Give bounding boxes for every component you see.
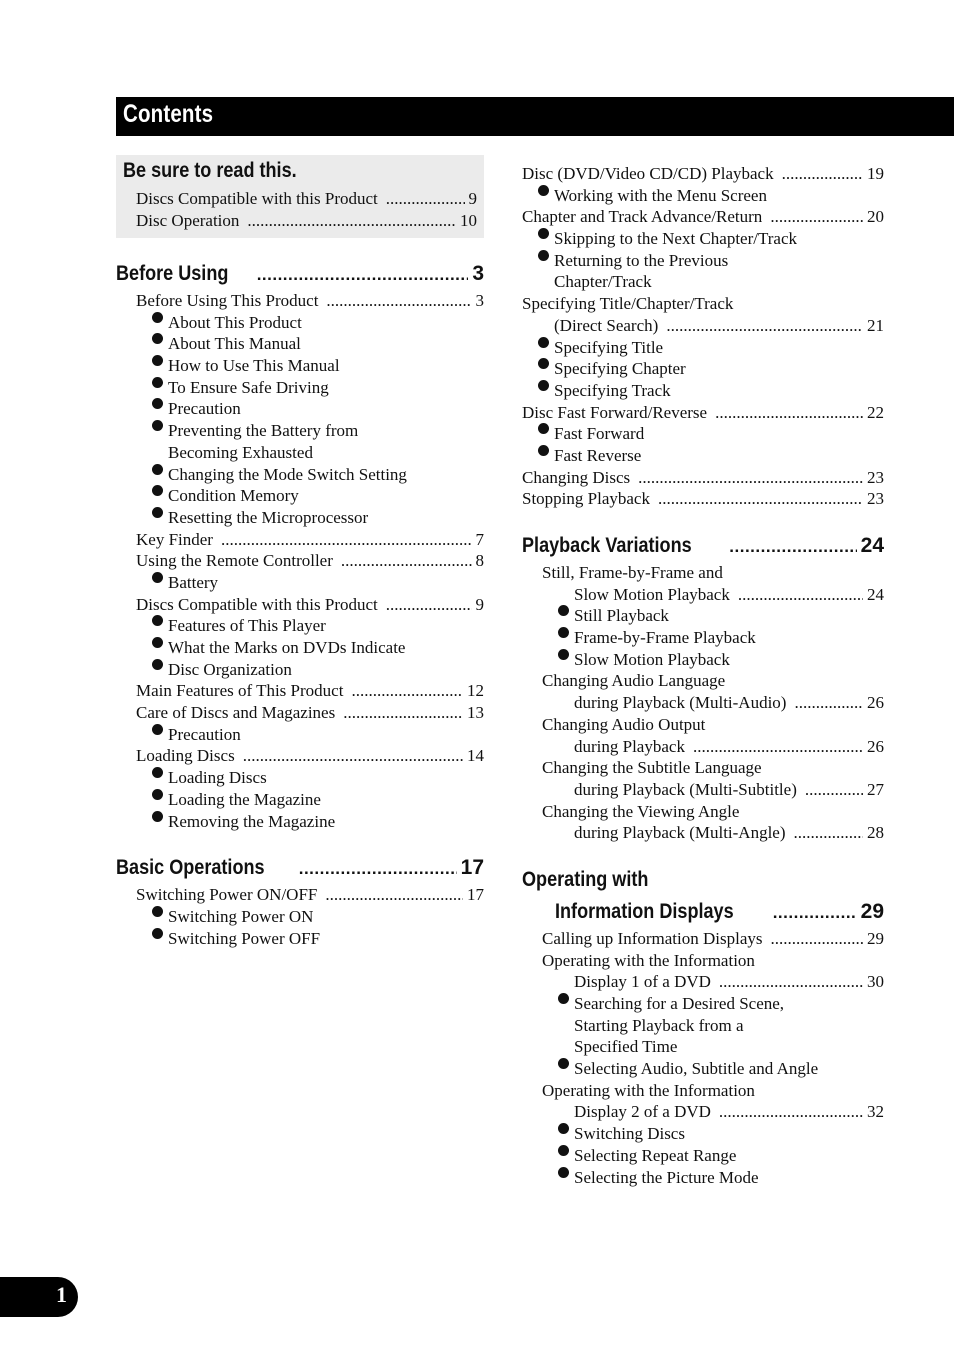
toc-entry[interactable]: [116, 572, 484, 594]
toc-entry-label: Main Features of This Product: [136, 681, 344, 701]
toc-entry-label: Chapter and Track Advance/Return: [522, 207, 763, 227]
toc-entry-label: Specified Time: [574, 1037, 678, 1057]
bullet-icon: [152, 724, 163, 735]
toc-entry[interactable]: [522, 670, 884, 692]
leader-dots: [299, 853, 457, 885]
toc-entry-label: Selecting the Picture Mode: [574, 1167, 759, 1187]
toc-entry-label: Loading the Magazine: [168, 789, 321, 809]
bullet-icon: [558, 1167, 569, 1178]
toc-entry-label: Discs Compatible with this Product: [136, 189, 378, 208]
toc-entry-label: Resetting the Microprocessor: [168, 507, 369, 527]
right-sections: [522, 510, 884, 1188]
toc-entry-label: Stopping Playback: [522, 489, 650, 509]
toc-entry-label: Chapter/Track: [554, 272, 652, 292]
toc-entry-label: Changing Discs: [522, 467, 631, 487]
section-heading[interactable]: [116, 852, 484, 884]
toc-entry-page: 7: [475, 529, 484, 549]
toc-entry-label: Features of This Player: [168, 616, 326, 636]
toc-entry[interactable]: [522, 736, 884, 758]
be-sure-box: [116, 155, 484, 238]
toc-entry[interactable]: [116, 906, 484, 928]
leader-dots: [343, 702, 463, 724]
toc-entry[interactable]: [116, 767, 484, 789]
bullet-icon: [538, 337, 549, 348]
bullet-icon: [152, 398, 163, 409]
leader-dots: [719, 971, 863, 993]
toc-entry-label: Battery: [168, 572, 219, 592]
toc-entry-label: Switching Discs: [574, 1124, 685, 1144]
right-column: [522, 163, 884, 1188]
toc-entry-label: Becoming Exhausted: [168, 442, 313, 462]
bullet-icon: [152, 767, 163, 778]
bullet-icon: [152, 377, 163, 388]
toc-entry[interactable]: [522, 822, 884, 844]
section-title-line1: Operating with: [522, 867, 649, 891]
toc-entry[interactable]: [522, 271, 884, 293]
toc-entry-label: Still, Frame-by-Frame and: [542, 563, 723, 582]
section-heading[interactable]: [522, 530, 884, 562]
toc-entry-label: Changing Audio Output: [542, 714, 706, 734]
leader-dots: [794, 822, 863, 844]
toc-entry-page: 23: [867, 489, 884, 509]
toc-entry[interactable]: [522, 423, 884, 445]
toc-entry-page: 22: [867, 402, 884, 422]
leader-dots: [719, 1101, 863, 1123]
leader-dots: [221, 529, 472, 551]
bullet-icon: [152, 355, 163, 366]
leader-dots: [326, 290, 471, 312]
toc-entry-label: Frame-by-Frame Playback: [574, 628, 756, 648]
toc-entry-label: Selecting Audio, Subtitle and Angle: [574, 1059, 819, 1079]
toc-entry[interactable]: [522, 649, 884, 671]
section-title: Basic Operations: [116, 856, 265, 880]
toc-entry-page: 12: [467, 681, 484, 701]
bullet-icon: [538, 445, 549, 456]
leader-dots: [805, 779, 863, 801]
section-entries: [522, 928, 884, 1188]
leader-dots: [325, 884, 463, 906]
toc-entry-label: Changing Audio Language: [542, 671, 726, 691]
toc-entry[interactable]: [522, 801, 884, 823]
toc-entry-label: Condition Memory: [168, 486, 299, 506]
toc-entry-page: 10: [460, 210, 477, 230]
bullet-icon: [538, 423, 549, 434]
leader-dots: [794, 692, 863, 714]
toc-entry-page: 30: [867, 972, 884, 992]
leader-dots: [715, 402, 863, 424]
toc-entry-page: 28: [867, 823, 884, 843]
bullet-icon: [152, 906, 163, 917]
toc-entry-label: Working with the Menu Screen: [554, 185, 767, 205]
toc-entry[interactable]: [522, 928, 884, 950]
toc-entry-page: 20: [867, 207, 884, 227]
toc-entry[interactable]: [522, 445, 884, 467]
leader-dots: [638, 467, 863, 489]
toc-entry[interactable]: [522, 692, 884, 714]
toc-entry[interactable]: [116, 702, 484, 724]
toc-entry-label: Using the Remote Controller: [136, 551, 333, 571]
toc-entry-label: Loading Discs: [136, 746, 235, 766]
section-entries: [116, 884, 484, 949]
toc-entry-label: during Playback (Multi-Audio): [574, 693, 787, 713]
section-title: Playback Variations: [522, 534, 692, 557]
leader-dots: [247, 210, 456, 232]
toc-entry[interactable]: [116, 485, 484, 507]
toc-entry-label: Operating with the Information: [542, 1080, 755, 1100]
bullet-icon: [538, 250, 549, 261]
bullet-icon: [152, 572, 163, 583]
toc-entry-label: Calling up Information Displays: [542, 928, 763, 948]
toc-entry[interactable]: [116, 928, 484, 950]
toc-entry-label: Precaution: [168, 724, 241, 744]
toc-entry[interactable]: [136, 210, 477, 232]
toc-entry[interactable]: [136, 188, 477, 210]
toc-entry-page: 19: [867, 164, 884, 183]
leader-dots: [771, 928, 863, 950]
page-number: 1: [56, 1282, 67, 1307]
toc-entry-label: Disc Fast Forward/Reverse: [522, 402, 708, 422]
bullet-icon: [558, 1123, 569, 1134]
bullet-icon: [558, 1058, 569, 1069]
toc-entry[interactable]: [522, 402, 884, 424]
toc-entry[interactable]: [522, 584, 884, 606]
toc-entry-label: Disc (DVD/Video CD/CD) Playback: [522, 164, 774, 183]
toc-entry[interactable]: [116, 615, 484, 637]
toc-entry-label: Preventing the Battery from: [168, 421, 359, 441]
bullet-icon: [152, 312, 163, 323]
toc-entry-label: Switching Power OFF: [168, 928, 321, 948]
bullet-icon: [152, 333, 163, 344]
toc-entry[interactable]: [522, 1123, 884, 1145]
toc-entry-page: 26: [867, 693, 884, 713]
toc-entry-label: Before Using This Product: [136, 291, 319, 310]
toc-entry-label: About This Manual: [168, 334, 301, 354]
toc-entry-page: 24: [867, 584, 884, 604]
toc-entry[interactable]: [116, 377, 484, 399]
toc-entry[interactable]: [116, 442, 484, 464]
bullet-icon: [558, 605, 569, 616]
toc-entry-page: 23: [867, 467, 884, 487]
toc-entry[interactable]: [522, 757, 884, 779]
toc-entry-page: 32: [867, 1102, 884, 1122]
toc-entry[interactable]: [116, 789, 484, 811]
toc-entry-page: 13: [467, 703, 484, 723]
toc-entry-label: Starting Playback from a: [574, 1015, 744, 1035]
toc-entry-label: Specifying Chapter: [554, 359, 686, 379]
toc-entry[interactable]: [116, 420, 484, 442]
toc-entry-label: Precaution: [168, 399, 241, 419]
toc-entry-label: during Playback: [574, 736, 685, 756]
toc-entry[interactable]: [116, 811, 484, 833]
toc-entry-label: Disc Organization: [168, 659, 292, 679]
toc-entry-page: 14: [467, 746, 484, 766]
toc-entry-label: Changing the Mode Switch Setting: [168, 464, 407, 484]
toc-entry[interactable]: [116, 507, 484, 529]
left-sections: [116, 258, 484, 949]
leader-dots: [658, 488, 863, 510]
toc-entry-label: Changing the Subtitle Language: [542, 758, 762, 778]
toc-entry-label: To Ensure Safe Driving: [168, 377, 329, 397]
toc-entry[interactable]: [522, 627, 884, 649]
toc-entry-label: Specifying Title: [554, 337, 664, 357]
bullet-icon: [538, 185, 549, 196]
section-entries: [116, 290, 484, 832]
section-heading[interactable]: [522, 896, 884, 928]
toc-entry-page: 17: [467, 885, 484, 905]
bullet-icon: [558, 649, 569, 660]
toc-entry[interactable]: [522, 1036, 884, 1058]
toc-entry-page: 27: [867, 779, 884, 799]
section-title: Before Using: [116, 262, 229, 285]
leader-dots: [729, 531, 856, 563]
toc-entry-label: About This Product: [168, 312, 302, 332]
section-gap: [522, 844, 884, 864]
toc-entry-label: Specifying Title/Chapter/Track: [522, 294, 734, 314]
toc-entry-page: 21: [867, 315, 884, 335]
leader-dots: [693, 736, 863, 758]
section-page: 29: [860, 899, 884, 923]
toc-entry[interactable]: [522, 380, 884, 402]
toc-entry-label: Care of Discs and Magazines: [136, 703, 336, 723]
toc-entry-label: Still Playback: [574, 606, 669, 626]
section-page: 17: [460, 856, 484, 880]
toc-entry[interactable]: [116, 355, 484, 377]
toc-entry-label: Discs Compatible with this Product: [136, 594, 378, 614]
leader-dots: [666, 315, 863, 337]
page-number-tab: [0, 1277, 78, 1317]
toc-entry-label: Fast Reverse: [554, 445, 642, 465]
page-title: Contents: [123, 100, 214, 128]
toc-entry[interactable]: [522, 206, 884, 228]
toc-entry[interactable]: [522, 714, 884, 736]
toc-entry[interactable]: [116, 884, 484, 906]
leader-dots: [782, 163, 863, 185]
toc-entry-page: 9: [475, 594, 484, 614]
toc-entry-page: 3: [475, 291, 484, 310]
toc-entry[interactable]: [116, 745, 484, 767]
leader-dots: [386, 594, 472, 616]
toc-entry[interactable]: [522, 293, 884, 315]
leader-dots: [773, 897, 857, 929]
toc-entry[interactable]: [522, 1101, 884, 1123]
toc-entry[interactable]: [522, 950, 884, 972]
toc-entry[interactable]: [522, 971, 884, 993]
toc-entry[interactable]: [522, 358, 884, 380]
toc-entry[interactable]: [522, 488, 884, 510]
leader-dots: [243, 745, 463, 767]
toc-entry-label: What the Marks on DVDs Indicate: [168, 638, 406, 657]
toc-entry[interactable]: [116, 529, 484, 551]
toc-entry-label: Slow Motion Playback: [574, 649, 730, 669]
bullet-icon: [152, 811, 163, 822]
leader-dots: [341, 550, 472, 572]
toc-entry[interactable]: [522, 315, 884, 337]
section-page: 3: [472, 262, 484, 285]
toc-entry[interactable]: [522, 250, 884, 272]
bullet-icon: [152, 789, 163, 800]
section-page: 24: [860, 534, 884, 557]
toc-entry[interactable]: [522, 1167, 884, 1189]
bullet-icon: [538, 228, 549, 239]
toc-entry[interactable]: [116, 312, 484, 334]
right-intro-entries: [522, 163, 884, 510]
toc-entry-page: 8: [475, 551, 484, 571]
toc-entry[interactable]: [116, 464, 484, 486]
bullet-icon: [538, 358, 549, 369]
section-entries: [522, 562, 884, 844]
bullet-icon: [152, 659, 163, 670]
leader-dots: [351, 680, 463, 702]
toc-entry-label: during Playback (Multi-Angle): [574, 823, 786, 843]
section-gap: [522, 510, 884, 530]
bullet-icon: [152, 420, 163, 431]
toc-entry-page: 9: [468, 189, 477, 208]
toc-entry[interactable]: [522, 1145, 884, 1167]
leader-dots: [770, 206, 863, 228]
toc-entry[interactable]: [116, 290, 484, 312]
toc-entry[interactable]: [116, 333, 484, 355]
toc-entry-label: Disc Operation: [136, 210, 240, 230]
bullet-icon: [558, 1145, 569, 1156]
toc-entry-label: Removing the Magazine: [168, 811, 336, 831]
be-sure-title: Be sure to read this.: [123, 159, 297, 182]
toc-entry-label: Key Finder: [136, 529, 213, 549]
toc-entry[interactable]: [116, 680, 484, 702]
toc-entry-label: Skipping to the Next Chapter/Track: [554, 229, 798, 249]
bullet-icon: [558, 993, 569, 1004]
bullet-icon: [558, 627, 569, 638]
section-heading[interactable]: [116, 258, 484, 290]
bullet-icon: [152, 637, 163, 648]
toc-entry[interactable]: [116, 398, 484, 420]
bullet-icon: [152, 928, 163, 939]
toc-entry[interactable]: [116, 724, 484, 746]
toc-entry-label: Display 1 of a DVD: [574, 972, 711, 992]
toc-entry-label: Changing the Viewing Angle: [542, 801, 740, 821]
toc-entry[interactable]: [522, 185, 884, 207]
toc-entry-label: Selecting Repeat Range: [574, 1145, 737, 1165]
bullet-icon: [152, 464, 163, 475]
section-gap: [116, 832, 484, 852]
be-sure-entries: [136, 188, 477, 231]
toc-entry[interactable]: [116, 594, 484, 616]
toc-entry-label: during Playback (Multi-Subtitle): [574, 779, 797, 799]
toc-entry-page: 29: [867, 928, 884, 948]
toc-entry[interactable]: [522, 605, 884, 627]
toc-entry[interactable]: [522, 779, 884, 801]
toc-entry-page: 26: [867, 736, 884, 756]
toc-entry-label: Specifying Track: [554, 380, 671, 400]
toc-entry[interactable]: [522, 228, 884, 250]
toc-entry[interactable]: [522, 1058, 884, 1080]
bullet-icon: [152, 507, 163, 518]
toc-entry[interactable]: [116, 550, 484, 572]
toc-entry[interactable]: [522, 467, 884, 489]
toc-entry[interactable]: [522, 163, 884, 185]
section-heading-line1: [522, 864, 884, 896]
section-title: Information Displays: [555, 899, 734, 923]
bullet-icon: [152, 615, 163, 626]
bullet-icon: [538, 380, 549, 391]
toc-entry-label: Fast Forward: [554, 424, 645, 444]
contents-title-bar: [116, 97, 954, 136]
toc-entry[interactable]: [116, 659, 484, 681]
toc-entry[interactable]: [522, 562, 884, 584]
toc-entry-label: How to Use This Manual: [168, 356, 340, 376]
leader-dots: [738, 584, 863, 606]
toc-entry-label: Loading Discs: [168, 768, 267, 788]
toc-entry-label: Switching Power ON: [168, 906, 314, 926]
leader-dots: [257, 259, 469, 291]
toc-entry-label: Searching for a Desired Scene,: [574, 994, 785, 1013]
toc-entry-label: Display 2 of a DVD: [574, 1102, 711, 1122]
bullet-icon: [152, 485, 163, 496]
toc-entry[interactable]: [522, 337, 884, 359]
leader-dots: [386, 188, 465, 210]
toc-entry[interactable]: [116, 637, 484, 659]
left-column: [116, 155, 484, 949]
toc-entry-label: Returning to the Previous: [554, 250, 729, 270]
toc-entry-label: (Direct Search): [554, 315, 659, 335]
toc-entry[interactable]: [522, 1080, 884, 1102]
toc-entry-label: Slow Motion Playback: [574, 584, 730, 604]
toc-entry[interactable]: [522, 1015, 884, 1037]
toc-entry[interactable]: [522, 993, 884, 1015]
toc-entry-label: Operating with the Information: [542, 950, 755, 970]
toc-entry-label: Switching Power ON/OFF: [136, 885, 318, 905]
